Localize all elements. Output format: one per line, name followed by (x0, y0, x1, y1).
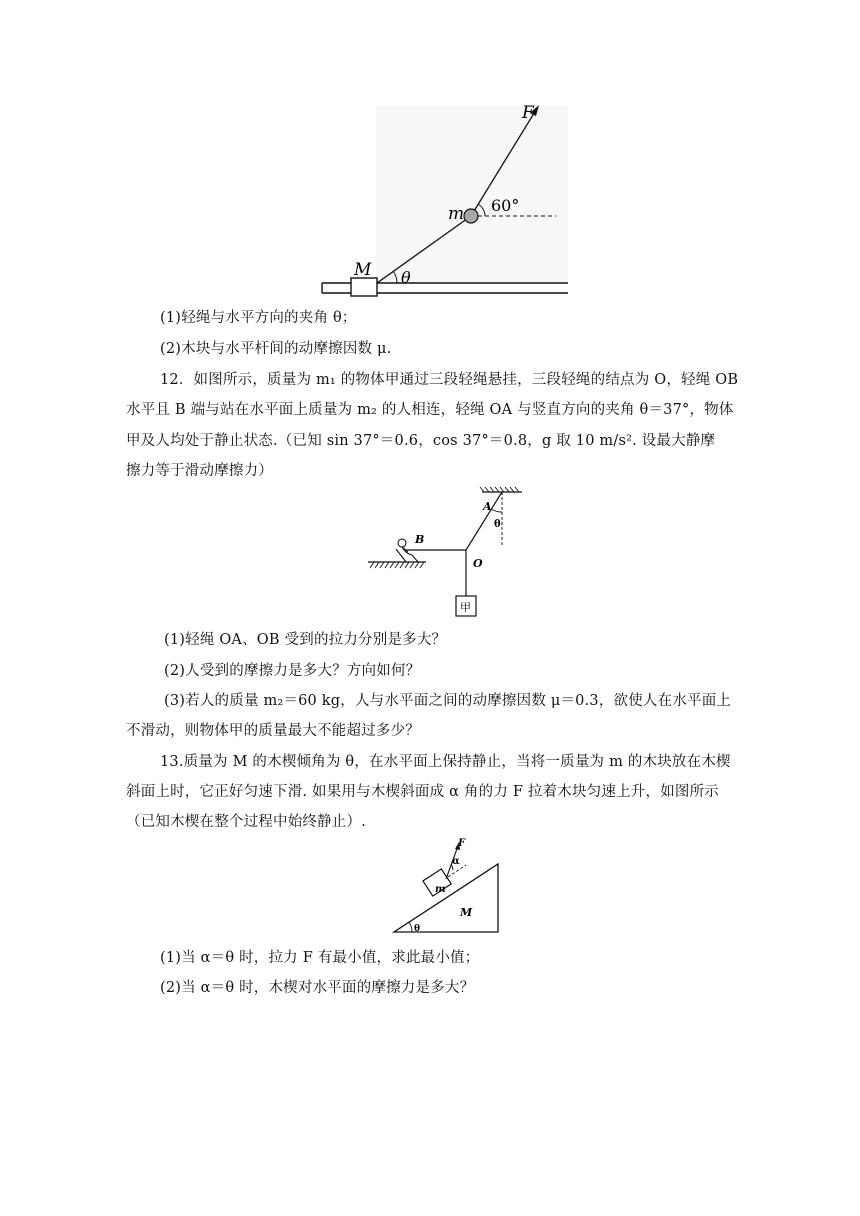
block-M-label: M (354, 260, 372, 280)
figure-wedge-block (390, 834, 504, 938)
force-F-label: F (522, 103, 534, 123)
label-theta: θ (494, 519, 501, 530)
q12-stem-line1: 12．如图所示，质量为 m₁ 的物体甲通过三段轻绳悬挂，三段轻绳的结点为 O，轻绳 OB (160, 372, 739, 388)
q13-stem-line3: （已知木楔在整个过程中始终静止）. (126, 814, 367, 830)
figure-three-rope-suspension (366, 486, 526, 622)
label-O: O (473, 557, 483, 570)
q12-sub2: (2)人受到的摩擦力是多大？方向如何？ (164, 663, 421, 679)
q13-stem-line2: 斜面上时，它正好匀速下滑. 如果用与木楔斜面成 α 角的力 F 拉着木块匀速上升，如图所示 (126, 784, 720, 800)
label-theta: θ (414, 924, 421, 934)
label-F: F (458, 838, 466, 849)
label-A: A (483, 500, 492, 513)
box-jia-label: 甲 (460, 601, 471, 614)
label-m: m (435, 884, 446, 895)
q12-stem-line3: 甲及人均处于静止状态.（已知 sin 37°＝0.6，cos 37°＝0.8，g 取 10 m/s². 设最大静摩 (126, 433, 716, 449)
figure-rope-block-diagram (318, 98, 574, 302)
q12-stem-line2: 水平且 B 端与站在水平面上质量为 m₂ 的人相连，轻绳 OA 与竖直方向的夹角 θ＝37°，物体 (126, 402, 734, 418)
label-alpha: α (452, 856, 460, 867)
mass-m-label: m (448, 204, 465, 224)
q13-stem-line1: 13.质量为 M 的木楔倾角为 θ，在水平面上保持静止，当将一质量为 m 的木块放在木楔 (160, 754, 731, 770)
q11-sub1: (1)轻绳与水平方向的夹角 θ； (160, 310, 357, 326)
q12-sub3-line2: 不滑动，则物体甲的质量最大不能超过多少？ (126, 723, 420, 739)
label-M: M (460, 906, 473, 919)
q11-sub2: (2)木块与水平杆间的动摩擦因数 μ. (160, 341, 392, 357)
q13-sub1: (1)当 α＝θ 时，拉力 F 有最小值，求此最小值； (160, 950, 480, 966)
q13-sub2: (2)当 α＝θ 时，木楔对水平面的摩擦力是多大？ (160, 980, 475, 996)
theta-label: θ (401, 268, 411, 287)
label-B: B (415, 533, 425, 546)
q12-sub1: (1)轻绳 OA、OB 受到的拉力分别是多大？ (164, 632, 447, 648)
angle-60-label: 60° (491, 196, 520, 215)
q12-sub3-line1: (3)若人的质量 m₂＝60 kg，人与水平面之间的动摩擦因数 μ＝0.3，欲使人在水平面上 (164, 693, 732, 709)
q12-stem-line4: 擦力等于滑动摩擦力） (126, 463, 273, 479)
